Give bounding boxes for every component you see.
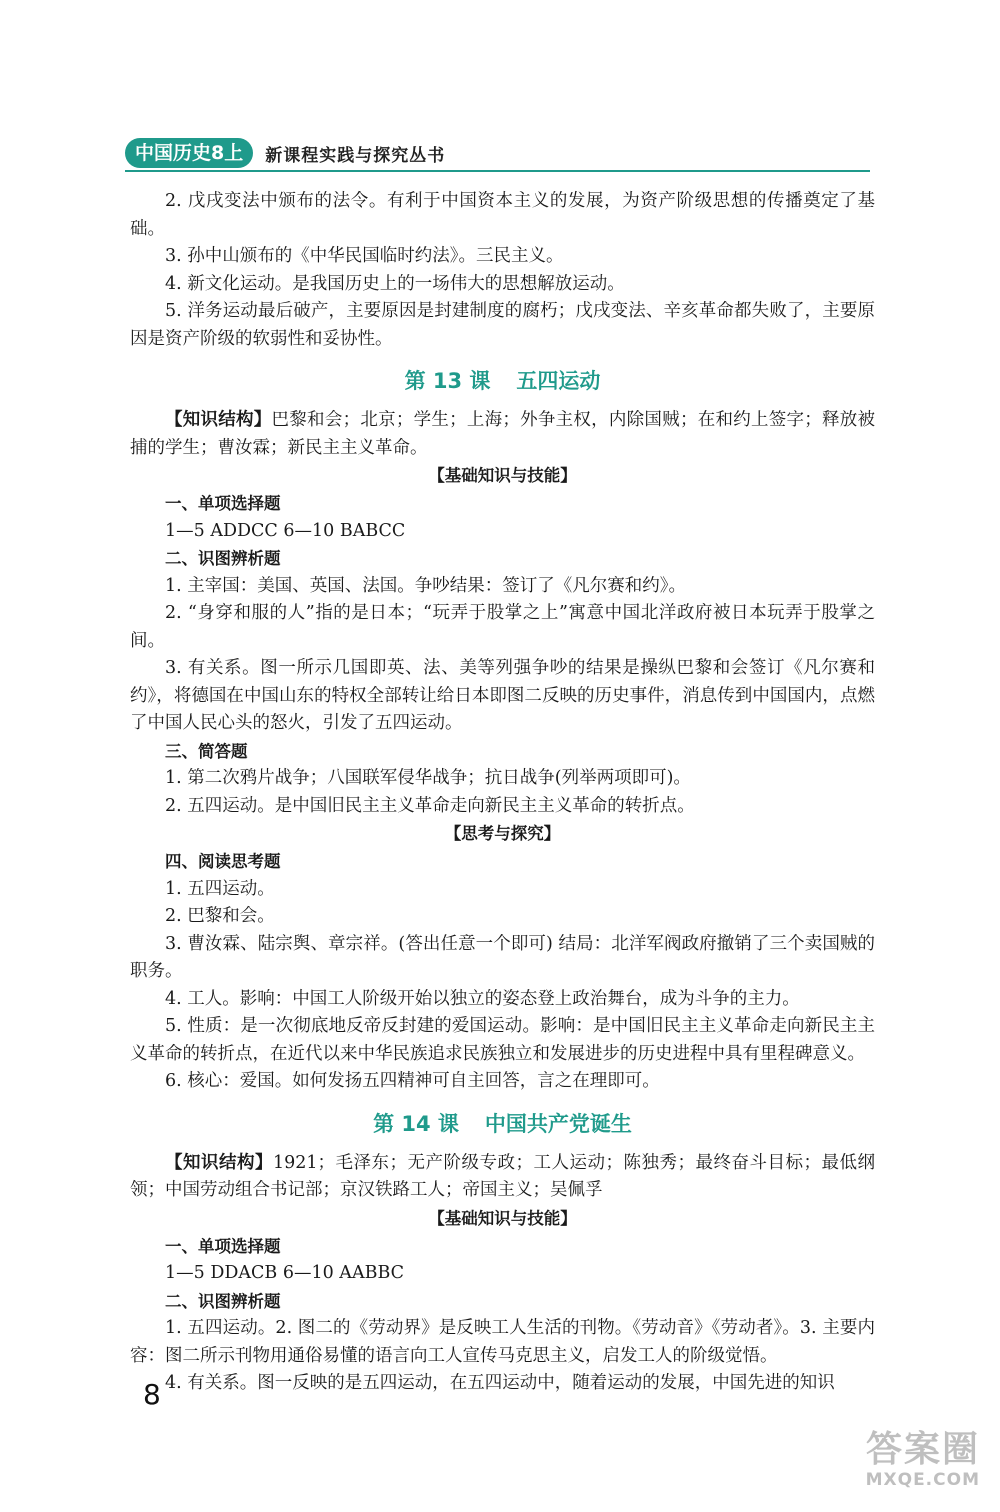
answer-item: 1. 五四运动。2. 图二的《劳动界》是反映工人生活的刊物。《劳动音》《劳动者》。3. 主要内容：图二所示刊物用通俗易懂的语言向工人宣传马克思主义，启发工人的阶级觉悟。 [130,1318,875,1366]
answer-item: 1. 第二次鸦片战争；八国联军侵华战争；抗日战争(列举两项即可)。 [165,768,691,788]
lesson-title: 五四运动 [516,369,601,393]
lesson-number: 第 14 课 [373,1111,459,1136]
section-banner: 【基础知识与技能】 [428,466,577,485]
answer-item: 1. 主宰国：美国、英国、法国。争吵结果：签订了《凡尔赛和约》。 [165,575,687,596]
series-title: 新课程实践与探究丛书 [265,145,446,166]
answer-item: 2. “身穿和服的人”指的是日本；“玩弄于股掌之上”寓意中国北洋政府被日本玩弄于股掌之间。 [130,603,875,651]
page-number: 8 [143,1378,161,1411]
book-badge: 中国历史8上 [125,138,253,168]
lesson-14-heading [130,1108,875,1140]
section-heading: 四、阅读思考题 [165,852,281,871]
watermark-domain: MXQE.COM [865,1470,980,1490]
knowledge-structure-text: 1921；毛泽东；无产阶级专政；工人运动；陈独秀；最终奋斗目标；最低纲领；中国劳动组合书记部；京汉铁路工人；帝国主义；吴佩孚 [130,1152,875,1200]
answer-item: 5. 性质：是一次彻底地反帝反封建的爱国运动。影响：是中国旧民主主义革命走向新民主主义革命的转折点，在近代以来中华民族追求民族独立和发展进步的历史进程中具有里程碑意义。 [130,1016,875,1064]
intro-item: 3. 孙中山颁布的《中华民国临时约法》。三民主义。 [165,246,564,266]
intro-item: 5. 洋务运动最后破产，主要原因是封建制度的腐朽；戊戌变法、辛亥革命都失败了，主要原因是资产阶级的软弱性和妥协性。 [130,301,875,349]
section-banner: 【基础知识与技能】 [428,1208,577,1228]
answer-item: 2. 五四运动。是中国旧民主主义革命走向新民主主义革命的转折点。 [165,795,695,816]
lesson-number: 第 13 课 [404,369,491,393]
watermark-logo [810,1430,980,1492]
answer-item: 6. 核心：爱国。如何发扬五四精神可自主回答，言之在理即可。 [165,1071,660,1091]
answer-item: 4. 有关系。图一反映的是五四运动，在五四运动中，随着运动的发展，中国先进的知识 [165,1373,835,1393]
knowledge-structure-label: 【知识结构】 [165,410,272,430]
answer-item: 3. 有关系。图一所示几国即英、法、美等列强争吵的结果是操纵巴黎和会签订《凡尔赛和约》，将德国在中国山东的特权全部转让给日本即图二反映的历史事件，消息传到中国国内，点燃了中国人民心头的怒火，引发了五四运动。 [130,658,875,733]
knowledge-structure-label: 【知识结构】 [165,1152,273,1173]
section-heading: 二、识图辨析题 [165,1291,281,1311]
answer-key: 1—5 DDACB 6—10 AABBC [165,1263,405,1283]
answer-key: 1—5 ADDCC 6—10 BABCC [165,520,406,541]
knowledge-structure [130,407,875,462]
section-heading: 一、单项选择题 [165,1236,281,1256]
answer-item: 3. 曹汝霖、陆宗舆、章宗祥。(答出任意一个即可) 结局：北洋军阀政府撤销了三个卖国贼的职务。 [130,933,875,981]
section-heading: 三、简答题 [165,741,248,761]
answer-item: 1. 五四运动。 [165,878,275,899]
section-banner: 【思考与探究】 [444,824,561,843]
watermark-text: 答案圈 [865,1429,980,1470]
lesson-13-heading [130,365,875,397]
knowledge-structure [130,1150,875,1205]
section-heading: 一、单项选择题 [165,494,281,513]
page-header [125,137,445,169]
answer-item: 2. 巴黎和会。 [165,906,275,926]
page-content [130,188,875,1398]
knowledge-structure-text: 巴黎和会；北京；学生；上海；外争主权，内除国贼；在和约上签字；释放被捕的学生；曹汝霖；新民主主义革命。 [130,410,876,458]
intro-item: 2. 戊戌变法中颁布的法令。有利于中国资本主义的发展，为资产阶级思想的传播奠定了基础。 [130,191,875,239]
lesson-title: 中国共产党诞生 [484,1111,632,1136]
answer-item: 4. 工人。影响：中国工人阶级开始以独立的姿态登上政治舞台，成为斗争的主力。 [165,988,800,1009]
intro-item: 4. 新文化运动。是我国历史上的一场伟大的思想解放运动。 [165,273,625,294]
header-rule [125,170,870,172]
section-heading: 二、识图辨析题 [165,549,281,568]
